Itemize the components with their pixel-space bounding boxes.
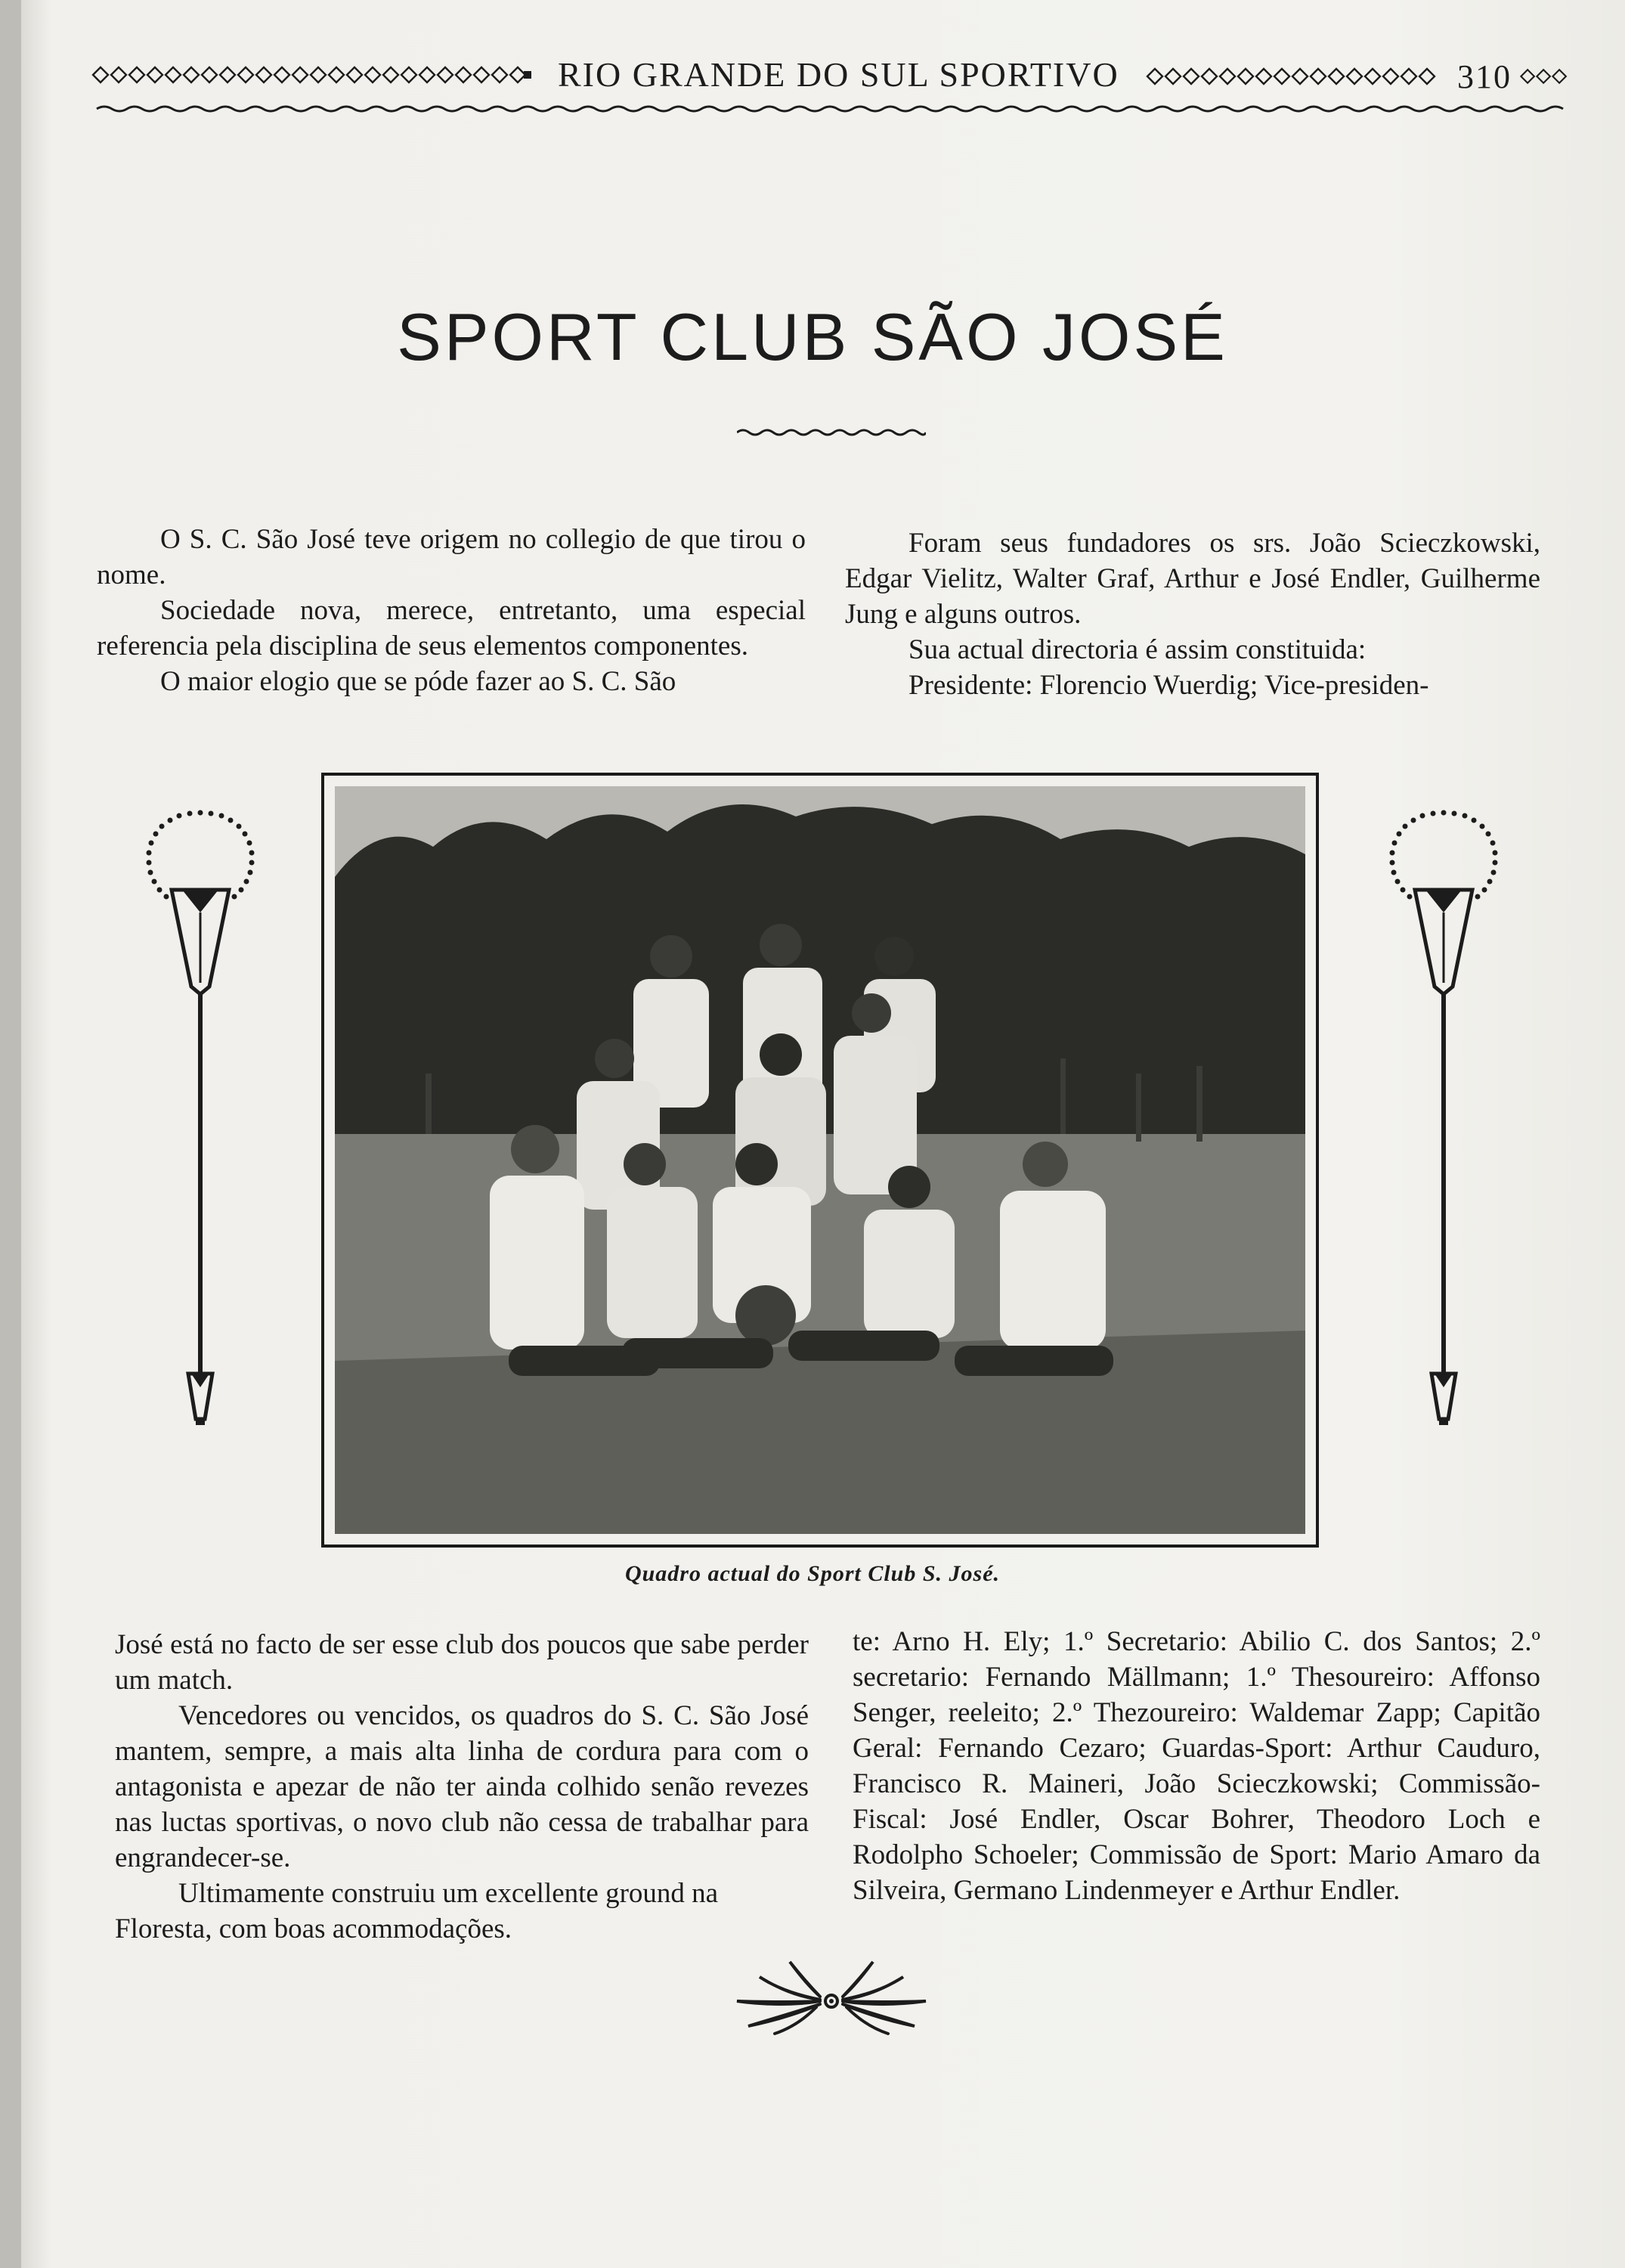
paragraph: Foram seus fundadores os srs. João Scieczkowski, Edgar Vielitz, Walter Graf, Arthur e José Endler, Guilherme Jung e alguns outros. [845,528,1540,630]
paragraph: Presidente: Florencio Wuerdig; Vice-presiden- [908,670,1429,701]
header-wavy-rule [89,101,1571,116]
paragraph: te: Arno H. Ely; 1.º Secretario: Abilio C. dos Santos; 2.º secretario: Fernando Mällmann; 1.º Thesoureiro: Affonso Senger, reeleito; 2.º Thezoureiro: Waldemar Zapp; Capitão Geral: Fernando Cezaro; Guardas-Sport: Arthur Cauduro, Francisco R. Maineri, João Scieczkowski; Commissão-Fiscal: José Endler, Oscar Bohrer, Theodoro Loch e Rodolpho Schoeler; Commissão de Sport: Mario Amaro da Silveira, Germano Lindenmeyer e Arthur Endler. [853,1626,1540,1906]
article-title: SPORT CLUB SÃO JOSÉ [397,299,1228,374]
lamp-ornament-right-icon [1368,805,1519,1425]
paragraph: José está no facto de ser esse club dos poucos que sabe perder um match. [115,1629,809,1696]
title-flourish-icon [737,423,926,442]
running-header [89,50,1555,118]
paragraph: Ultimamente construiu um excellente ground na Floresta, com boas acommodações. [115,1878,719,1944]
paragraph: O S. C. São José teve origem no collegio de que tirou o nome. [97,524,806,590]
magazine-page [21,0,1625,2268]
team-photo-illustration [335,786,1305,1534]
publication-title: RIO GRANDE DO SUL SPORTIVO [558,55,1119,94]
photo-caption: Quadro actual do Sport Club S. José. [624,1561,1001,1586]
column-top-right [845,525,1540,703]
lamp-ornament-left-icon [125,805,276,1425]
column-bottom-left [115,1627,809,1947]
paragraph: Sociedade nova, merece, entretanto, uma especial referencia pela disciplina de seus elementos componentes. [97,595,806,662]
paragraph: O maior elogio que se póde fazer ao S. C. São [160,666,676,697]
paragraph: Vencedores ou vencidos, os quadros do S. C. São José mantem, sempre, a mais alta linha de cordura para com o antagonista e apezar de não ter ainda colhido senão revezes nas luctas sportivas, o novo club não cessa de trabalhar para engrandecer-se. [115,1700,809,1873]
team-photograph [321,773,1319,1548]
column-top-left [97,522,806,699]
page-number: 310 [1457,58,1512,95]
paragraph: Sua actual directoria é assim constituida: [908,634,1367,665]
end-leaf-ornament-icon [714,1954,949,2041]
header-chain-ornament-right-icon [1144,65,1446,88]
photo-image [335,786,1305,1534]
header-chain-ornament-tail-icon [1518,65,1571,88]
header-chain-ornament-left-icon [89,64,531,86]
column-bottom-right [853,1624,1540,1908]
